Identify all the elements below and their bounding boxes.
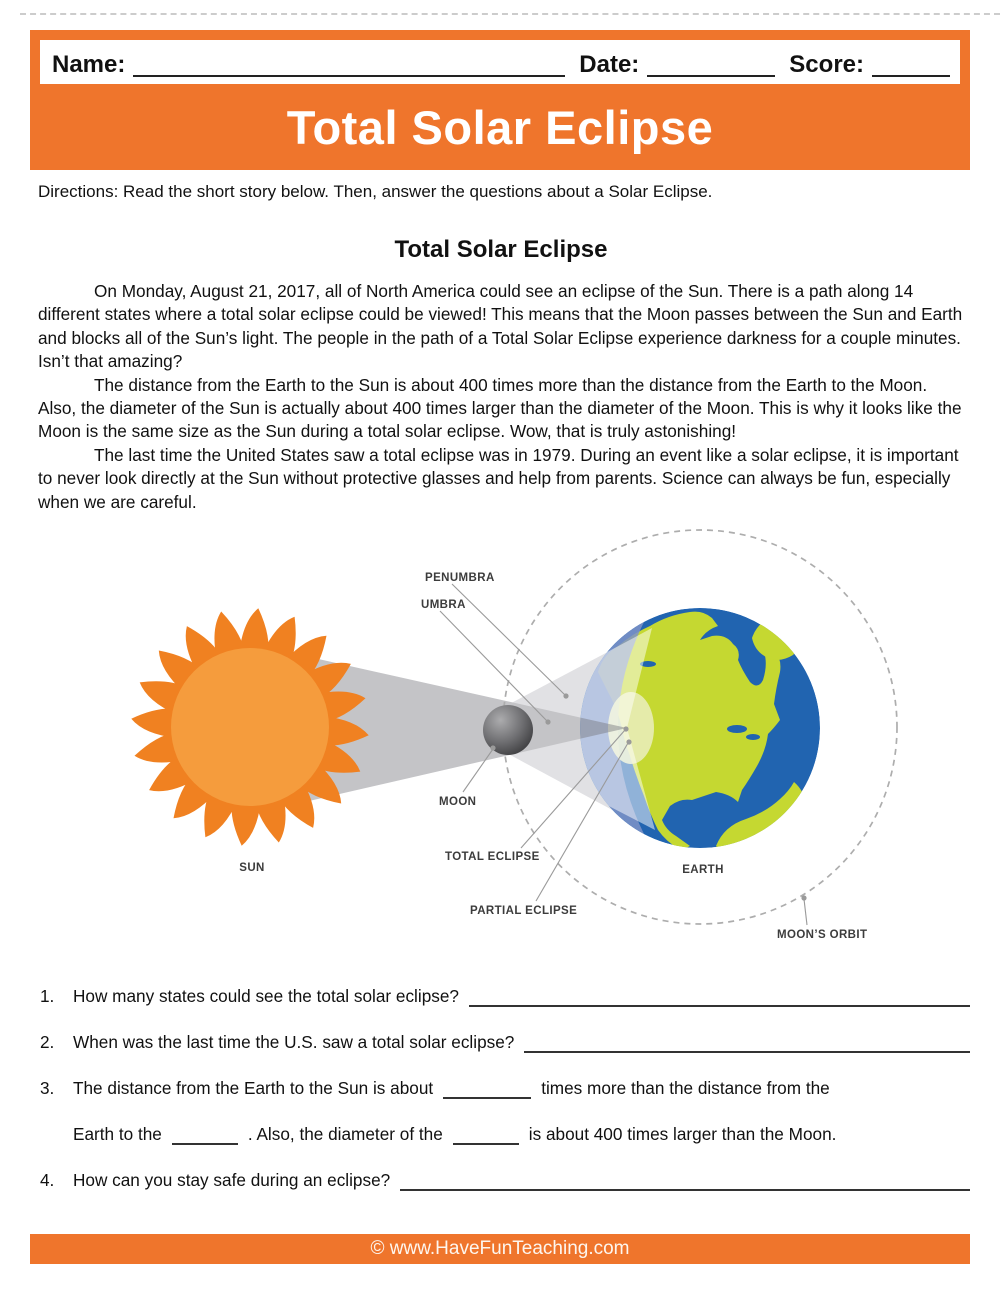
question-3-line-2	[40, 1124, 970, 1145]
question-2-text: When was the last time the U.S. saw a total solar eclipse?	[73, 1032, 515, 1052]
umbra-dot	[545, 719, 550, 724]
question-3-blank-2[interactable]	[172, 1126, 238, 1145]
question-4-number: 4.	[40, 1170, 55, 1190]
question-3-text-c: Earth to the	[73, 1124, 162, 1144]
umbra-label: UMBRA	[421, 599, 466, 611]
question-4	[40, 1170, 970, 1191]
moons-orbit-pointer	[804, 899, 807, 925]
great-lakes	[727, 725, 747, 733]
name-label: Name:	[52, 51, 126, 78]
question-1	[40, 986, 970, 1007]
moon-label: MOON	[439, 796, 477, 808]
partial-eclipse-label: PARTIAL ECLIPSE	[470, 905, 578, 917]
question-3-text-e: is about 400 times larger than the Moon.	[528, 1124, 837, 1144]
story-paragraph-3: The last time the United States saw a total eclipse was in 1979. During an event like a solar eclipse, it is important to never look directly at the Sun without protective glasses and help from parents. Science can always be fun, especially when we are careful.	[38, 444, 959, 512]
footer-credit: © www.HaveFunTeaching.com	[370, 1238, 630, 1259]
question-1-answer-line[interactable]	[469, 988, 970, 1007]
question-3-number: 3.	[40, 1078, 55, 1098]
partial-eclipse-dot	[626, 739, 631, 744]
story-paragraph-1: On Monday, August 21, 2017, all of North America could see an eclipse of the Sun. There is a path along 14 different states where a total solar eclipse could be viewed! This means that the Moon passes between the Sun and Earth and blocks all of the Sun’s light. The people in the path of a Total Solar Eclipse experience darkness for a couple minutes. Isn’t that amazing?	[38, 281, 963, 372]
page-title: Total Solar Eclipse	[286, 100, 714, 154]
penumbra-label: PENUMBRA	[425, 572, 495, 584]
moon-dot	[490, 745, 495, 750]
question-3-blank-1[interactable]	[443, 1080, 531, 1099]
moons-orbit-label: MOON’S ORBIT	[777, 929, 868, 941]
earth-island	[605, 629, 619, 635]
question-4-text: How can you stay safe during an eclipse?	[73, 1170, 391, 1190]
question-4-answer-line[interactable]	[400, 1172, 970, 1191]
question-2-number: 2.	[40, 1032, 55, 1052]
directions-text: Directions: Read the short story below. Then, answer the questions about a Solar Eclipse.	[38, 182, 713, 201]
moons-orbit-dot	[801, 895, 806, 900]
total-eclipse-label: TOTAL ECLIPSE	[445, 851, 540, 863]
footer-bar	[30, 1234, 970, 1264]
question-3-text-b: times more than the distance from the	[541, 1078, 830, 1098]
total-eclipse-dot	[623, 726, 628, 731]
date-label: Date:	[579, 51, 640, 78]
question-2-answer-line[interactable]	[524, 1034, 970, 1053]
question-3-text-a: The distance from the Earth to the Sun is about	[73, 1078, 434, 1098]
score-label: Score:	[789, 51, 864, 78]
question-3-line-1	[40, 1078, 970, 1099]
great-lakes-2	[746, 734, 760, 740]
penumbra-dot	[563, 693, 568, 698]
story-paragraph-2: The distance from the Earth to the Sun is about 400 times more than the distance from the Earth to the Moon. Also, the diameter of the Sun is actually about 400 times larger than the diameter of the Moon. This is why it looks like the Moon is the same size as the Sun during a total solar eclipse. Wow, that is truly astonishing!	[38, 374, 962, 442]
earth-label: EARTH	[682, 864, 724, 876]
question-1-number: 1.	[40, 986, 55, 1006]
question-1-text: How many states could see the total solar eclipse?	[73, 986, 459, 1006]
story-heading: Total Solar Eclipse	[394, 236, 608, 263]
sun-label: SUN	[239, 862, 265, 874]
question-3-text-d: . Also, the diameter of the	[247, 1124, 443, 1144]
penumbra-pointer	[452, 584, 565, 695]
sun-disc	[171, 648, 329, 806]
question-2	[40, 1032, 970, 1053]
question-3-blank-3[interactable]	[453, 1126, 519, 1145]
